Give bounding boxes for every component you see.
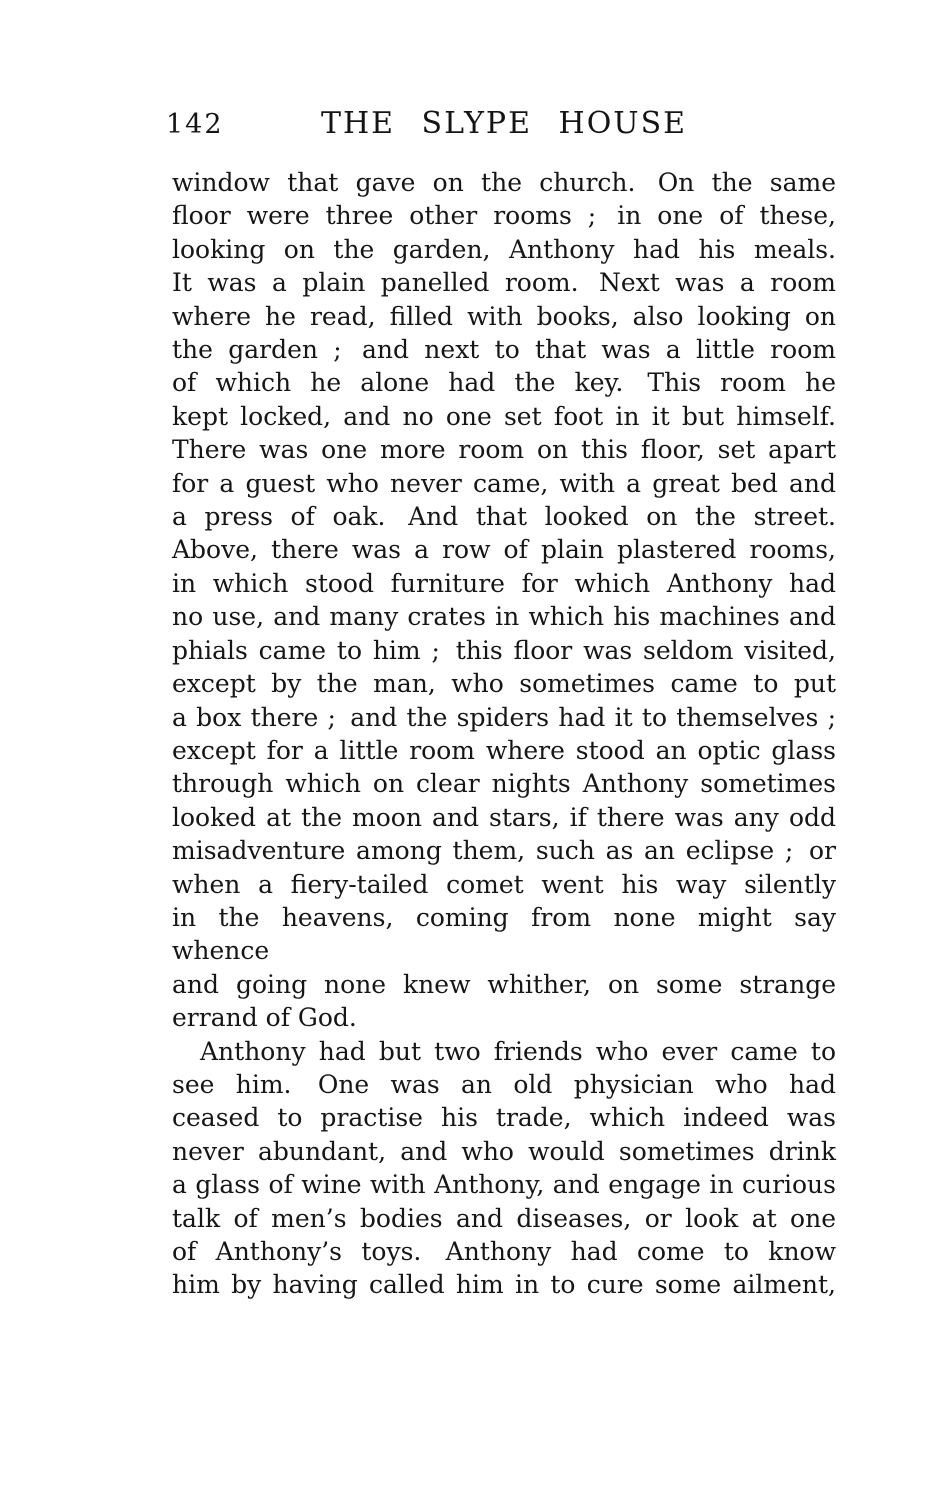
text-line: a glass of wine with Anthony, and engage in curious	[172, 1170, 836, 1200]
text-line: window that gave on the church. On the same	[172, 168, 836, 197]
text-line: the garden ; and next to that was a little room	[172, 335, 836, 365]
text-line: see him. One was an old physician who had	[172, 1069, 836, 1099]
text-line: where he read, filled with books, also looking on	[172, 301, 836, 331]
text-line: floor were three other rooms ; in one of these,	[172, 201, 836, 231]
text-line: Anthony had but two friends who ever came to	[200, 1036, 836, 1066]
text-line: kept locked, and no one set foot in it but himself.	[172, 401, 836, 431]
text-line: misadventure among them, such as an eclipse ; or	[172, 836, 836, 866]
text-line: ceased to practise his trade, which indeed was	[172, 1103, 836, 1133]
paragraph-1	[172, 166, 836, 1035]
page-header	[166, 106, 836, 142]
text-line: through which on clear nights Anthony sometimes	[172, 769, 836, 799]
paragraph-2	[172, 1035, 836, 1302]
text-line: and going none knew whither, on some strange	[172, 969, 836, 999]
text-line: Above, there was a row of plain plastered rooms,	[172, 535, 836, 565]
text-line: except by the man, who sometimes came to put	[172, 669, 836, 699]
text-line: of which he alone had the key. This room he	[172, 368, 836, 398]
running-title: THE SLYPE HOUSE	[320, 106, 688, 141]
text-line: in the heavens, coming from none might say whence	[172, 902, 836, 966]
text-line: him by having called him in to cure some ailment,	[172, 1270, 836, 1300]
page-number: 142	[166, 109, 224, 140]
text-line: when a fiery-tailed comet went his way silently	[172, 869, 836, 899]
text-line: a press of oak. And that looked on the street.	[172, 502, 836, 532]
text-line: looking on the garden, Anthony had his meals.	[172, 234, 836, 264]
body-text	[172, 166, 836, 1302]
text-line: There was one more room on this floor, set apart	[172, 435, 836, 465]
text-line: phials came to him ; this floor was seldom visited,	[172, 635, 836, 665]
text-line: a box there ; and the spiders had it to themselves ;	[172, 702, 836, 732]
text-line: errand of God.	[172, 1003, 357, 1033]
text-line: in which stood furniture for which Anthony had	[172, 568, 836, 598]
text-line: no use, and many crates in which his machines and	[172, 602, 836, 632]
text-line: looked at the moon and stars, if there was any odd	[172, 802, 836, 832]
text-line: of Anthony’s toys. Anthony had come to know	[172, 1237, 836, 1266]
text-line: for a guest who never came, with a great bed and	[172, 468, 836, 498]
text-line: never abundant, and who would sometimes drink	[172, 1136, 836, 1166]
text-line: except for a little room where stood an optic glass	[172, 735, 836, 765]
text-line: It was a plain panelled room. Next was a room	[172, 268, 836, 298]
text-line: talk of men’s bodies and diseases, or look at one	[172, 1203, 836, 1233]
